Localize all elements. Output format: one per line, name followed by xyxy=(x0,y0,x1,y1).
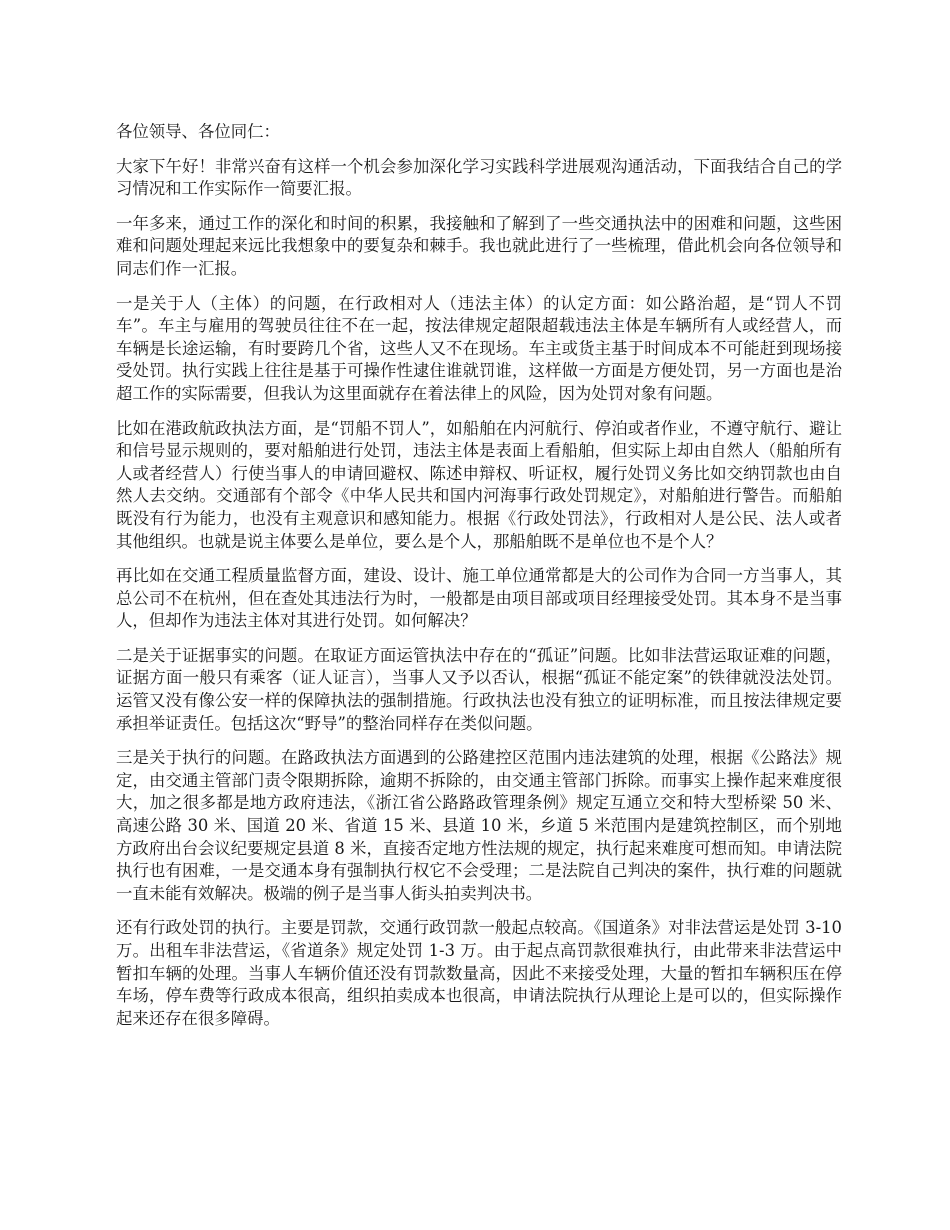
paragraph-intro: 一年多来，通过工作的深化和时间的积累，我接触和了解到了一些交通执法中的困难和问题，这些困难和问题处理起来远比我想象中的要复杂和棘手。我也就此进行了一些梳理，借此机会向各位领导和同志们作一汇报。 xyxy=(116,213,842,278)
salutation: 各位领导、各位同仁： xyxy=(116,122,280,141)
paragraph-engineering-quality: 再比如在交通工程质量监督方面，建设、设计、施工单位通常都是大的公司作为合同一方当事人，其总公司不在杭州，但在查处其违法行为时，一般都是由项目部或项目经理接受处罚。其本身不是当事人，但却作为违法主体对其进行处罚。如何解决？ xyxy=(116,566,842,631)
paragraph-ship-penalty: 比如在港政航政执法方面，是“罚船不罚人”，如船舶在内河航行、停泊或者作业，不遵守航行、避让和信号显示规则的，要对船舶进行处罚，违法主体是表面上看船舶，但实际上却由自然人（船舶所有人或者经营人）行使当事人的申请回避权、陈述申辩权、听证权，履行处罚义务比如交纳罚款也由自然人去交纳。交通部有个部令《中华人民共和国内河海事行政处罚规定》，对船舶进行警告。而船舶既没有行为能力，也没有主观意识和感知能力。根据《行政处罚法》，行政相对人是公民、法人或者其他组织。也就是说主体要么是单位，要么是个人，那船舶既不是单位也不是个人？ xyxy=(116,418,842,551)
paragraph-fine-enforcement: 还有行政处罚的执行。主要是罚款，交通行政罚款一般起点较高。《国道条》对非法营运是处罚 3-10 万。出租车非法营运，《省道条》规定处罚 1-3 万。由于起点高罚款很难执行，由此带来非法营运中暂扣车辆的处理。当事人车辆价值还没有罚款数量高，因此不来接受处理，大量的暂扣车辆积压在停车场，停车费等行政成本很高，组织拍卖成本也很高，申请法院执行从理论上是可以的，但实际操作起来还存在很多障碍。 xyxy=(116,918,842,1028)
paragraph-subject-issue: 一是关于人（主体）的问题，在行政相对人（违法主体）的认定方面：如公路治超，是“罚人不罚车”。车主与雇用的驾驶员往往不在一起，按法律规定超限超载违法主体是车辆所有人或经营人，而车辆是长途运输，有时要跨几个省，这些人又不在现场。车主或货主基于时间成本不可能赶到现场接受处罚。执行实践上往往是基于可操作性逮住谁就罚谁，这样做一方面是方便处罚，另一方面也是治超工作的实际需要，但我认为这里面就存在着法律上的风险，因为处罚对象有问题。 xyxy=(116,293,842,403)
paragraph-enforcement-issue: 三是关于执行的问题。在路政执法方面遇到的公路建控区范围内违法建筑的处理，根据《公路法》规定，由交通主管部门责令限期拆除，逾期不拆除的，由交通主管部门拆除。而事实上操作起来难度很大，加之很多都是地方政府违法，《浙江省公路路政管理条例》规定互通立交和特大型桥梁 50 米、高速公路 30 米、国道 20 米、省道 15 米、县道 10 米，乡道 5 米范围内是建筑控制区，而个别地方政府出台会议纪要规定县道 8 米，直接否定地方性法规的规定，执行起来难度可想而知。申请法院执行也有困难，一是交通本身有强制执行权它不会受理；二是法院自己判决的案件，执行难的问题就一直未能有效解决。极端的例子是当事人街头拍卖判决书。 xyxy=(116,748,842,903)
paragraph-greeting: 大家下午好！非常兴奋有这样一个机会参加深化学习实践科学进展观沟通活动，下面我结合自己的学习情况和工作实际作一简要汇报。 xyxy=(116,156,842,199)
paragraph-evidence-issue: 二是关于证据事实的问题。在取证方面运管执法中存在的“孤证”问题。比如非法营运取证难的问题，证据方面一般只有乘客（证人证言），当事人又予以否认，根据“孤证不能定案”的铁律就没法处罚。运管又没有像公安一样的保障执法的强制措施。行政执法也没有独立的证明标准，而且按法律规定要承担举证责任。包括这次“野导”的整治同样存在类似问题。 xyxy=(116,645,842,733)
document-body xyxy=(116,121,842,1042)
